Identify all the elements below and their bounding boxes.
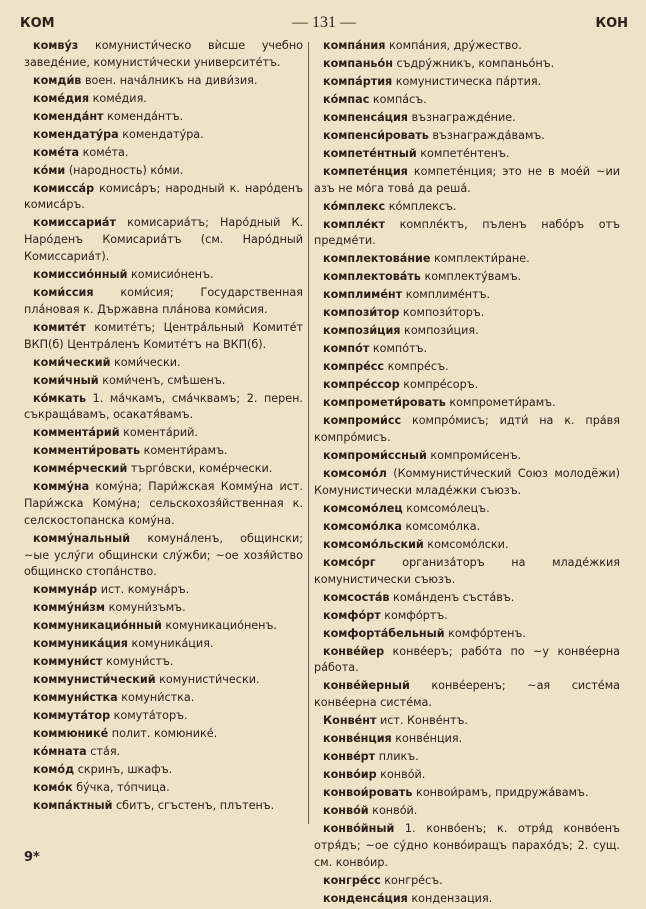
entry-definition: конво́й.: [368, 804, 418, 818]
entry-definition: 1. ма́чкамъ, сма́чквамъ; 2. перен. съкраща́вамъ, осакатя́вамъ.: [24, 391, 303, 422]
entry-definition: конве́нция.: [391, 732, 463, 746]
dictionary-entry: [24, 391, 303, 425]
entry-headword: компо́т: [323, 342, 370, 356]
entry-headword: комменти́ровать: [33, 444, 141, 458]
dictionary-entry: [314, 501, 620, 518]
entry-headword: компроми́ссный: [323, 449, 427, 463]
dictionary-entry: [314, 644, 620, 678]
entry-headword: коммюнике́: [33, 727, 109, 741]
entry-definition: бу́чка, то́пчица.: [72, 781, 170, 795]
left-column: [24, 38, 303, 816]
entry-headword: конве́йерный: [323, 679, 410, 693]
entry-headword: коммуникацио́нный: [33, 619, 162, 633]
dictionary-entry: [24, 73, 303, 90]
entry-headword: комсомо́лец: [323, 501, 403, 515]
dictionary-entry: [24, 762, 303, 779]
entry-headword: ко́ми: [33, 163, 66, 177]
dictionary-entry: [24, 443, 303, 460]
dictionary-entry: [314, 448, 620, 465]
entry-headword: коммуна́р: [33, 583, 98, 597]
entry-definition: търго́вски, коме́рчески.: [127, 462, 273, 476]
dictionary-entry: [24, 618, 303, 635]
dictionary-entry: [24, 582, 303, 599]
entry-headword: компенси́ровать: [323, 128, 429, 142]
dictionary-entry: [24, 145, 303, 162]
entry-definition: скринъ, шкафъ.: [74, 763, 173, 777]
entry-definition: компроми́сенъ.: [426, 449, 522, 463]
entry-definition: комплекту́вамъ.: [420, 270, 522, 284]
entry-definition: (народность) ко́ми.: [65, 163, 184, 177]
entry-headword: конве́йер: [323, 644, 385, 658]
entry-definition: комуни́стка.: [117, 691, 195, 705]
entry-definition: полит. комюнике́.: [108, 727, 218, 741]
entry-headword: компре́сс: [323, 360, 385, 374]
entry-definition: компре́соръ.: [399, 378, 479, 392]
entry-headword: компромети́ровать: [323, 396, 446, 410]
entry-headword: комме́рческий: [33, 462, 128, 476]
dictionary-entry: [314, 803, 620, 820]
entry-definition: компози́ция.: [400, 324, 479, 338]
entry-definition: сбитъ, сгъстенъ, плътенъ.: [112, 799, 275, 813]
dictionary-entry: [314, 590, 620, 607]
dictionary-entry: [314, 767, 620, 784]
entry-headword: коми́ческий: [33, 355, 111, 369]
dictionary-entry: [24, 654, 303, 671]
entry-definition: възнагражде́ние.: [407, 110, 516, 124]
entry-headword: комсоста́в: [323, 590, 390, 604]
entry-definition: коменда́нтъ.: [103, 109, 184, 123]
entry-headword: комву́з: [33, 39, 79, 52]
dictionary-entry: [314, 608, 620, 625]
entry-headword: комиссио́нный: [33, 268, 128, 282]
column-divider: [308, 42, 309, 824]
entry-definition: коме́та.: [79, 145, 129, 159]
entry-headword: коми́ссия: [33, 286, 94, 300]
entry-headword: комфо́рт: [323, 608, 381, 622]
entry-headword: ко́мплекс: [323, 199, 386, 213]
dictionary-entry: [24, 267, 303, 284]
entry-definition: комсомо́лецъ.: [402, 501, 490, 515]
entry-headword: компете́нтный: [323, 146, 417, 160]
dictionary-entry: [24, 479, 303, 529]
entry-definition: комунисти́чески.: [155, 673, 260, 687]
entry-definition: комунистическа па́ртия.: [392, 74, 542, 88]
entry-headword: ко́мната: [33, 745, 87, 759]
page-number: — 131 —: [292, 14, 356, 31]
dictionary-entry: [314, 341, 620, 358]
dictionary-entry: [24, 163, 303, 180]
entry-headword: компле́кт: [323, 217, 386, 231]
entry-headword: комплиме́нт: [323, 288, 403, 302]
entry-definition: комите́тъ; Центра́льный Комите́т ВКП(б) Центра́ленъ Комите́тъ на ВКП(б).: [24, 320, 303, 351]
signature-mark: 9*: [24, 850, 40, 865]
dictionary-entry: [314, 269, 620, 286]
entry-definition: съдру́жникъ, компаньо́нъ.: [392, 56, 555, 70]
header-left-guideword: КОМ: [20, 16, 55, 31]
entry-definition: ко́мплексъ.: [385, 199, 457, 213]
dictionary-entry: [314, 38, 620, 55]
entry-definition: коме́дия.: [89, 91, 147, 105]
entry-headword: комфорта́бельный: [323, 626, 445, 640]
entry-headword: комендату́ра: [33, 127, 119, 141]
entry-headword: комсо́рг: [323, 555, 376, 569]
entry-headword: комсомо́лка: [323, 519, 402, 533]
entry-headword: коммуни́стка: [33, 691, 118, 705]
entry-headword: ко́мкать: [33, 391, 87, 405]
dictionary-entry: [314, 146, 620, 163]
dictionary-entry: [24, 726, 303, 743]
entry-headword: коммуника́ция: [33, 637, 128, 651]
entry-definition: комиса́ръ; народный к. наро́денъ комиса́ръ.: [24, 181, 303, 212]
entry-definition: компа́ния, дру́жество.: [385, 39, 522, 52]
dictionary-entry: [314, 92, 620, 109]
dictionary-entry: [24, 215, 303, 265]
entry-headword: комсомо́л: [323, 467, 387, 481]
dictionary-entry: [24, 600, 303, 617]
dictionary-entry: [314, 128, 620, 145]
entry-definition: компромети́рамъ.: [445, 396, 556, 410]
entry-definition: комисариа́тъ; Наро́дный К. Наро́денъ Комисариа́тъ (см. Наро́дный Комиссариа́т).: [24, 216, 303, 264]
entry-definition: кондензация.: [407, 891, 493, 905]
dictionary-entry: [24, 744, 303, 761]
entry-headword: конво́й: [323, 804, 369, 818]
dictionary-entry: [314, 305, 620, 322]
entry-headword: комму́на: [33, 480, 90, 494]
dictionary-entry: [24, 425, 303, 442]
dictionary-entry: [314, 359, 620, 376]
entry-definition: конво́й.: [376, 768, 426, 782]
entry-definition: комуникацио́ненъ.: [161, 619, 277, 633]
dictionary-entry: [24, 127, 303, 144]
entry-headword: комите́т: [33, 320, 86, 334]
entry-headword: ко́мпас: [323, 92, 370, 106]
entry-definition: 1. конво́енъ; к. отря́д конво́енъ отря́дъ; ~ое су́дно конво́иращъ парахо́дъ; 2. сущ. см. конво́ир.: [314, 822, 620, 869]
entry-definition: компа́съ.: [369, 92, 427, 106]
entry-definition: комуника́ция.: [127, 637, 214, 651]
entry-definition: ста́я.: [86, 745, 121, 759]
entry-definition: конве́еренъ; ~ая систе́ма конве́ерна систе́ма.: [314, 679, 620, 710]
entry-headword: коме́та: [33, 145, 80, 159]
entry-definition: комуни́зъмъ.: [105, 601, 186, 615]
entry-definition: кома́нденъ съста́въ.: [389, 590, 515, 604]
entry-headword: комсомо́льский: [323, 537, 424, 551]
dictionary-entry: [24, 708, 303, 725]
dictionary-entry: [24, 91, 303, 108]
entry-headword: компете́нция: [323, 164, 408, 178]
entry-definition: коменти́рамъ.: [140, 444, 228, 458]
entry-headword: комисса́р: [33, 181, 95, 195]
entry-headword: компенса́ция: [323, 110, 408, 124]
entry-definition: компете́нция; это не в мое́й ~ии азъ не мо́га това́ да реша́.: [314, 164, 620, 195]
entry-definition: комисио́ненъ.: [127, 268, 214, 282]
entry-headword: комо́к: [33, 781, 73, 795]
dictionary-entry: [314, 537, 620, 554]
entry-definition: коми́сия; Государственная пла́новая к. Държавна пла́нова коми́сия.: [24, 286, 303, 316]
dictionary-entry: [314, 821, 620, 871]
entry-definition: комуна́ленъ, общински; ~ые услу́ги общински слу́жби; ~ое хозя́йство общинско стопа́нство.: [24, 531, 303, 579]
dictionary-entry: [314, 891, 620, 908]
dictionary-entry: [24, 181, 303, 215]
dictionary-entry: [24, 320, 303, 354]
dictionary-entry: [314, 678, 620, 712]
entry-headword: компози́тор: [323, 306, 400, 320]
header-right-guideword: КОН: [595, 16, 628, 31]
entry-definition: комута́торъ.: [110, 709, 188, 723]
entry-headword: комму́нальный: [33, 531, 131, 545]
entry-definition: комендату́ра.: [118, 127, 204, 141]
dictionary-entry: [24, 109, 303, 126]
entry-headword: конвои́ровать: [323, 786, 413, 800]
entry-headword: комму́ни́зм: [33, 601, 106, 615]
entry-headword: коммента́рий: [33, 426, 120, 440]
entry-headword: компаньо́н: [323, 56, 393, 70]
entry-headword: компози́ция: [323, 324, 401, 338]
dictionary-entry: [24, 531, 303, 581]
dictionary-entry: [314, 626, 620, 643]
entry-definition: комсомо́лка.: [401, 519, 481, 533]
entry-headword: компре́ссор: [323, 378, 400, 392]
dictionary-entry: [314, 466, 620, 500]
entry-definition: коми́ченъ, смѣшенъ.: [98, 373, 226, 387]
dictionary-entry: [314, 555, 620, 589]
entry-definition: кому́на; Пари́жская Комму́на ист. Пари́жска Кому́на; сельскохозя́йственная к. селскостопанска кому́на.: [24, 480, 303, 527]
entry-headword: комплектова́ть: [323, 270, 421, 284]
entry-headword: конве́рт: [323, 750, 376, 764]
entry-headword: коме́дия: [33, 91, 90, 105]
entry-definition: комсомо́лски.: [423, 537, 509, 551]
entry-headword: коми́чный: [33, 373, 99, 387]
dictionary-entry: [24, 355, 303, 372]
dictionary-entry: [314, 873, 620, 890]
entry-definition: комплекти́ране.: [430, 252, 530, 266]
dictionary-entry: [314, 785, 620, 802]
entry-definition: компете́нтенъ.: [416, 146, 510, 160]
dictionary-entry: [24, 780, 303, 797]
dictionary-entry: [314, 56, 620, 73]
entry-definition: компро́мисъ; идти́ на к. пра́вя компро́мисъ.: [314, 414, 620, 445]
dictionary-entry: [314, 74, 620, 91]
entry-definition: комплиме́нтъ.: [402, 288, 491, 302]
entry-definition: комфо́ртенъ.: [444, 626, 526, 640]
entry-headword: комиссариа́т: [33, 216, 116, 230]
dictionary-entry: [314, 377, 620, 394]
dictionary-entry: [24, 373, 303, 390]
dictionary-entry: [314, 413, 620, 447]
entry-definition: компле́ктъ, пъленъ набо́ръ отъ предме́ти.: [314, 217, 620, 248]
dictionary-entry: [314, 217, 620, 251]
entry-headword: конденса́ция: [323, 891, 408, 905]
page-header: [20, 16, 628, 38]
entry-headword: комди́в: [33, 73, 82, 87]
dictionary-entry: [314, 395, 620, 412]
entry-definition: комфо́ртъ.: [380, 608, 448, 622]
dictionary-entry: [314, 164, 620, 198]
dictionary-entry: [314, 713, 620, 730]
dictionary-entry: [314, 110, 620, 127]
entry-definition: организа́торъ на младе́жкия комунистически съюзъ.: [314, 555, 620, 586]
entry-headword: комо́д: [33, 763, 75, 777]
entry-definition: компози́торъ.: [399, 306, 485, 320]
entry-definition: ист. Конве́нтъ.: [376, 714, 468, 728]
dictionary-entry: [24, 636, 303, 653]
entry-definition: комуни́стъ.: [102, 655, 174, 669]
entry-definition: комунисти́ческо вѝсше учебно заведе́ние, комунисти́чески университе́тъ.: [24, 39, 303, 69]
entry-headword: компа́ртия: [323, 74, 393, 88]
entry-definition: коми́чески.: [110, 355, 181, 369]
entry-headword: Конве́нт: [323, 714, 377, 728]
entry-definition: конве́еръ; рабо́та по ~у конве́ерна ра́бота.: [314, 644, 620, 675]
entry-definition: воен. нача́лникъ на диви́зия.: [81, 73, 258, 87]
dictionary-entry: [24, 690, 303, 707]
dictionary-entry: [24, 38, 303, 72]
dictionary-entry: [314, 519, 620, 536]
entry-headword: коммуни́ст: [33, 655, 103, 669]
entry-definition: конвои́рамъ, придружа́вамъ.: [412, 786, 589, 800]
entry-headword: компа́ктный: [33, 799, 113, 813]
dictionary-entry: [314, 251, 620, 268]
dictionary-entry: [24, 285, 303, 319]
entry-definition: възнагражда́вамъ.: [428, 128, 545, 142]
entry-headword: конгре́сс: [323, 873, 381, 887]
entry-headword: конво́йный: [323, 822, 395, 835]
dictionary-entry: [314, 749, 620, 766]
entry-headword: коменда́нт: [33, 109, 104, 123]
dictionary-entry: [24, 461, 303, 478]
dictionary-entry: [314, 731, 620, 748]
entry-definition: комента́рий.: [119, 426, 198, 440]
right-column: [314, 38, 620, 909]
dictionary-entry: [24, 798, 303, 815]
entry-headword: конво́ир: [323, 768, 377, 782]
dictionary-entry: [314, 199, 620, 216]
entry-headword: конве́нция: [323, 732, 392, 746]
entry-headword: коммунисти́ческий: [33, 673, 156, 687]
dictionary-entry: [314, 323, 620, 340]
entry-definition: компо́тъ.: [369, 342, 428, 356]
entry-headword: компа́ния: [323, 39, 386, 52]
dictionary-entry: [314, 287, 620, 304]
entry-definition: ист. комуна́ръ.: [97, 583, 190, 597]
dictionary-entry: [24, 672, 303, 689]
entry-headword: компроми́сс: [323, 414, 402, 428]
entry-headword: комплектова́ние: [323, 252, 431, 266]
entry-definition: (Коммунисти́ческий Союз молодёжи) Комунистически младе́жки съюзъ.: [314, 467, 620, 497]
entry-definition: компре́съ.: [384, 360, 449, 374]
entry-definition: конгре́съ.: [380, 873, 443, 887]
entry-headword: коммута́тор: [33, 709, 111, 723]
entry-definition: пликъ.: [375, 750, 419, 764]
